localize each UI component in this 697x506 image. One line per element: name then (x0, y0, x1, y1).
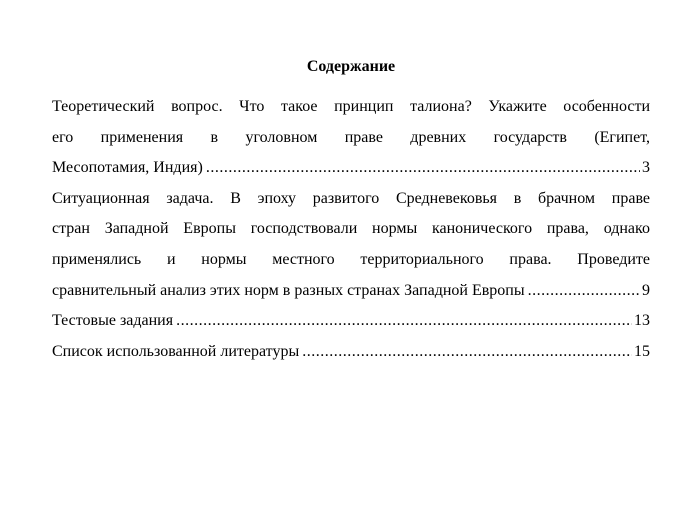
toc-entry-4-page-number: 15 (634, 342, 650, 360)
toc-entry-2-line-1: Ситуационная задача. В эпоху развитого Средневековья в брачном праве (52, 189, 650, 207)
toc-entry-2-label: сравнительный анализ этих норм в разных странах Западной Европы (52, 281, 525, 299)
toc-entry-1-line-1: Теоретический вопрос. Что такое принцип талиона? Укажите особенности (52, 98, 650, 115)
toc-entry-1-last-line (52, 153, 650, 184)
toc-entry-4[interactable] (52, 337, 650, 368)
toc-entry-1-line-2: его применения в уголовном праве древних государств (Египет, (52, 128, 650, 146)
toc-entry-1[interactable] (52, 92, 650, 184)
toc-entry-4-last-line (52, 337, 650, 368)
toc-leader-dots (176, 306, 632, 337)
toc-entry-2-line-3: применялись и нормы местного территориального права. Проведите (52, 250, 650, 268)
toc-leader-dots (528, 276, 640, 307)
toc-entry-1-label: Месопотамия, Индия) (52, 159, 203, 177)
toc-entry-2-page-number: 9 (642, 281, 650, 299)
toc-entry-2-last-line (52, 276, 650, 307)
toc-entry-2[interactable] (52, 184, 650, 306)
toc-leader-dots (206, 153, 640, 184)
toc-title: Содержание (306, 58, 396, 75)
toc-entry-2-line-2: стран Западной Европы господствовали нормы канонического права, однако (52, 220, 650, 238)
toc-entry-4-label: Список использованной литературы (52, 342, 300, 360)
toc-entry-3-page-number: 13 (634, 312, 650, 330)
toc-entry-3[interactable] (52, 306, 650, 337)
toc-entry-3-last-line (52, 306, 650, 337)
document-page (52, 56, 650, 367)
toc-list (52, 92, 650, 367)
toc-entry-3-label: Тестовые задания (52, 312, 174, 330)
toc-leader-dots (302, 337, 632, 368)
toc-entry-1-page-number: 3 (642, 159, 650, 177)
